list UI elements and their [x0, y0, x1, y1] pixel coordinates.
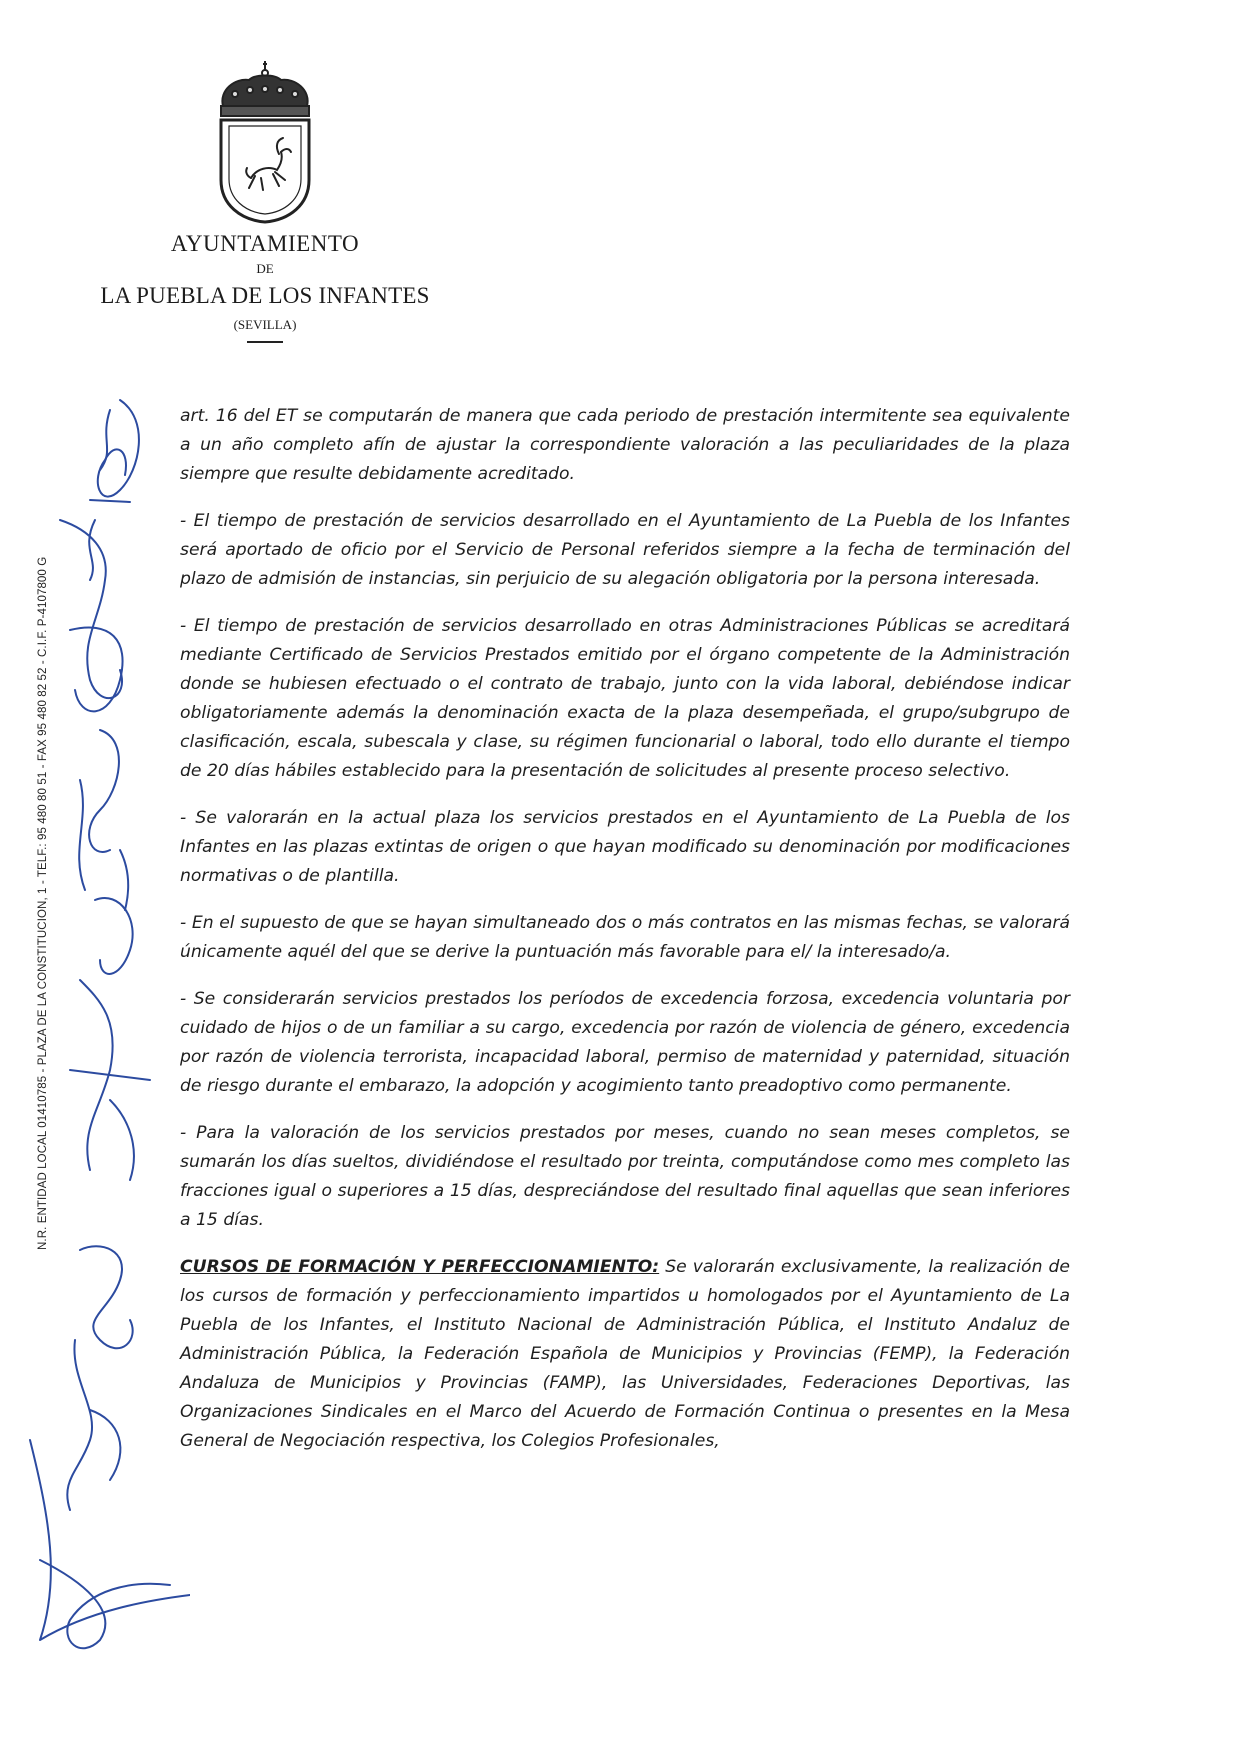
handwritten-signatures-icon	[0, 380, 190, 1670]
letterhead-rule	[247, 341, 283, 343]
letterhead	[80, 60, 450, 343]
document-body	[180, 402, 1070, 1474]
org-name-line2: DE	[256, 261, 274, 276]
paragraph-courses	[180, 1253, 1070, 1456]
section-body-courses: Se valorarán exclusivamente, la realización de los cursos de formación y perfeccionamiento impartidos u homologados por el Ayuntamiento de La Puebla de los Infantes, el Instituto Nacional de Administración Pública, el Instituto Andaluz de Administración Pública, la Federación Española de Municipios y Provincias (FEMP), la Federación Andaluza de Municipios y Provincias (FAMP), las Universidades, Federaciones Deportivas, las Organizaciones Sindicales en el Marco del Acuerdo de Formación Continua o presentes en la Mesa General de Negociación respectiva, los Colegios Profesionales,	[180, 1257, 1070, 1451]
paragraph-7: - Para la valoración de los servicios prestados por meses, cuando no sean meses completos, se sumarán los días sueltos, dividiéndose el resultado por treinta, computándose como mes completo las fracciones igual o superiores a 15 días, despreciándose del resultado final aquellas que sean inferiores a 15 días.	[180, 1123, 1070, 1230]
org-name-line1: AYUNTAMIENTO	[170, 231, 360, 256]
section-heading-courses: CURSOS DE FORMACIÓN Y PERFECCIONAMIENTO:	[180, 1257, 660, 1277]
paragraph-1: art. 16 del ET se computarán de manera que cada periodo de prestación intermitente sea equivalente a un año completo afín de ajustar la correspondiente valoración a las peculiaridades de la plaza siempre que resulte debidamente acreditado.	[180, 406, 1070, 484]
municipal-crest-icon	[205, 60, 325, 225]
paragraph-6: - Se considerarán servicios prestados los períodos de excedencia forzosa, excedencia voluntaria por cuidado de hijos o de un familiar a su cargo, excedencia por razón de violencia de género, excedencia por razón de violencia terrorista, incapacidad laboral, permiso de maternidad y paternidad, situación de riesgo durante el embarazo, la adopción y acogimiento tanto preadoptivo como permanente.	[180, 989, 1070, 1096]
org-province: (SEVILLA)	[233, 317, 297, 332]
paragraph-4: - Se valorarán en la actual plaza los servicios prestados en el Ayuntamiento de La Puebla de los Infantes en las plazas extintas de origen o que hayan modificado su denominación por modificaciones normativas o de plantilla.	[180, 808, 1070, 886]
paragraph-5: - En el supuesto de que se hayan simultaneado dos o más contratos en las mismas fechas, se valorará únicamente aquél del que se derive la puntuación más favorable para el/ la interesado/a.	[180, 913, 1070, 962]
paragraph-2: - El tiempo de prestación de servicios desarrollado en el Ayuntamiento de La Puebla de los Infantes será aportado de oficio por el Servicio de Personal referidos siempre a la fecha de terminación del plazo de admisión de instancias, sin perjuicio de su alegación obligatoria por la persona interesada.	[180, 511, 1070, 589]
org-name-line3: LA PUEBLA DE LOS INFANTES	[100, 283, 430, 308]
side-margin-registry-text: N.R. ENTIDAD LOCAL 01410785 - PLAZA DE LA CONSTITUCION, 1 - TELF.: 95 480 80 51 - FAX 95 480 82 52 - C.I.F. P-4107800 G	[37, 556, 49, 1250]
paragraph-3: - El tiempo de prestación de servicios desarrollado en otras Administraciones Públicas se acreditará mediante Certificado de Servicios Prestados emitido por el órgano competente de la Administración donde se hubiesen efectuado o el contrato de trabajo, junto con la vida laboral, debiéndose indicar obligatoriamente además la denominación exacta de la plaza desempeñada, el grupo/subgrupo de clasificación, escala, subescala y clase, su régimen funcionarial o laboral, todo ello durante el tiempo de 20 días hábiles establecido para la presentación de solicitudes al presente proceso selectivo.	[180, 616, 1070, 781]
